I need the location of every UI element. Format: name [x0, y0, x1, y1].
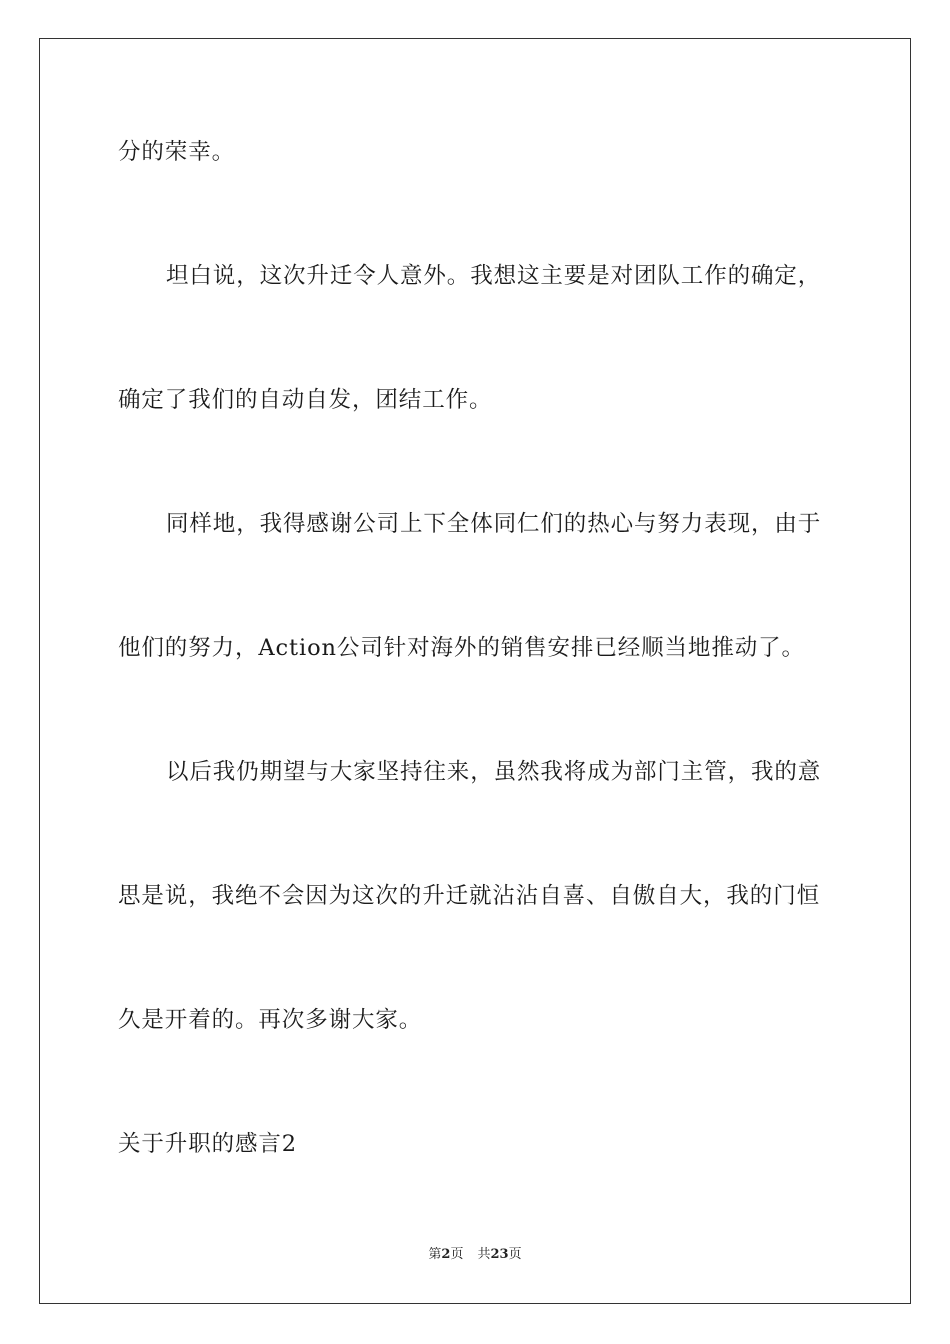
page-number: 2 [441, 1247, 451, 1262]
page-border [39, 38, 911, 1304]
total-suffix: 页 [508, 1247, 522, 1262]
paragraph-line: 久是开着的。再次多谢大家。 [118, 1007, 423, 1033]
paragraph-line: 分的荣幸。 [118, 139, 236, 165]
paragraph-line: 他们的努力，Action公司针对海外的销售安排已经顺当地推动了。 [118, 635, 805, 661]
page-suffix: 页 [450, 1247, 464, 1262]
page-footer [0, 1246, 950, 1264]
total-prefix: 共 [477, 1247, 491, 1262]
paragraph-line: 思是说，我绝不会因为这次的升迁就沾沾自喜、自傲自大，我的门恒 [118, 883, 821, 909]
page-prefix: 第 [428, 1247, 442, 1262]
paragraph-line: 以后我仍期望与大家坚持往来，虽然我将成为部门主管，我的意 [166, 759, 822, 785]
section-heading: 关于升职的感言2 [118, 1131, 298, 1157]
paragraph-line: 确定了我们的自动自发，团结工作。 [118, 387, 493, 413]
total-pages: 23 [490, 1247, 509, 1262]
paragraph-line: 坦白说，这次升迁令人意外。我想这主要是对团队工作的确定， [166, 263, 822, 289]
paragraph-line: 同样地，我得感谢公司上下全体同仁们的热心与努力表现，由于 [166, 511, 822, 537]
